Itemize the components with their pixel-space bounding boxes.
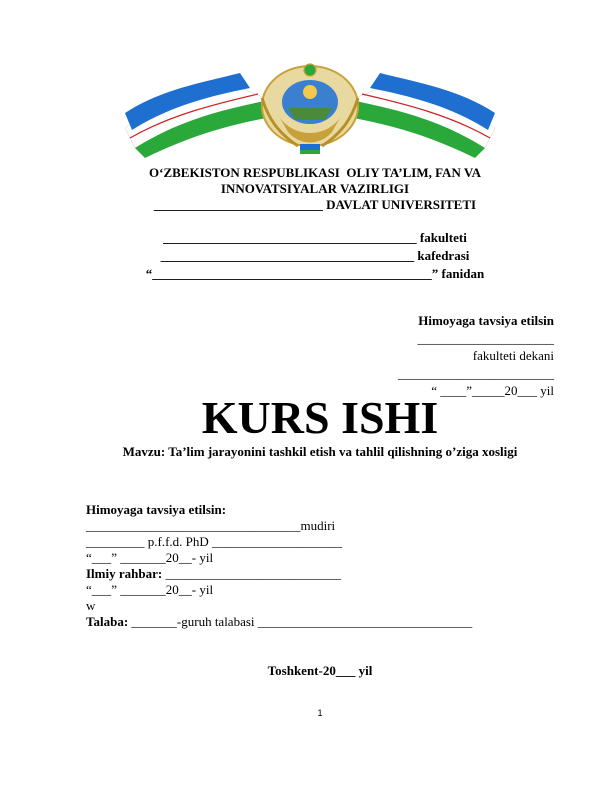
national-emblem-flag-icon — [120, 58, 500, 158]
university-line: __________________________ DAVLAT UNIVERSITETI — [153, 197, 477, 212]
lower-approval-title: Himoyaga tavsiya etilsin: — [86, 502, 227, 517]
topic-line: Mavzu: Ta’lim jarayonini tashkil etish va tahlil qilishning o’ziga xosligi — [122, 444, 518, 459]
faculty-line: _______________________________________ fakulteti — [163, 230, 467, 245]
dean-role: fakulteti dekani — [472, 348, 554, 363]
ministry-line-2: INNOVATSIYALAR VAZIRLIGI — [220, 181, 410, 196]
head-of-department-line: _________________________________mudiri — [86, 518, 336, 533]
dean-approval-block — [314, 312, 554, 400]
subject-line: “___________________________________________” fanidan — [145, 266, 485, 281]
document-title: KURS ISHI — [201, 392, 439, 443]
phd-line: _________ p.f.f.d. PhD ____________________ — [86, 534, 343, 549]
ministry-header — [60, 165, 570, 213]
stray-character: w — [86, 598, 96, 613]
advisor-line: ___________________________ — [162, 566, 341, 581]
page-number: 1 — [317, 708, 323, 718]
dean-signature-line-2: ________________________ — [398, 365, 554, 381]
student-row — [86, 614, 546, 630]
student-label: Talaba: — [86, 614, 129, 629]
advisor-row — [86, 566, 546, 582]
faculty-department-block — [60, 229, 570, 283]
supervisor-approval-block — [86, 502, 546, 630]
student-line: _______-guruh talabasi _________________________________ — [128, 614, 473, 629]
approval-title: Himoyaga tavsiya etilsin — [418, 313, 554, 328]
approval-date: “ ____”_____20___ yil — [431, 383, 554, 398]
date-line-1: “___” _______20__- yil — [86, 550, 214, 565]
department-line: _______________________________________ kafedrasi — [160, 248, 470, 263]
ministry-line-1: O‘ZBEKISTON RESPUBLIKASI OLIY TA’LIM, FAN VA — [149, 165, 481, 180]
dean-signature-line: _____________________ — [417, 330, 554, 346]
advisor-label: Ilmiy rahbar: — [86, 566, 163, 581]
date-line-2: “___” _______20__- yil — [86, 582, 214, 597]
city-year: Toshkent-20___ yil — [267, 663, 373, 678]
